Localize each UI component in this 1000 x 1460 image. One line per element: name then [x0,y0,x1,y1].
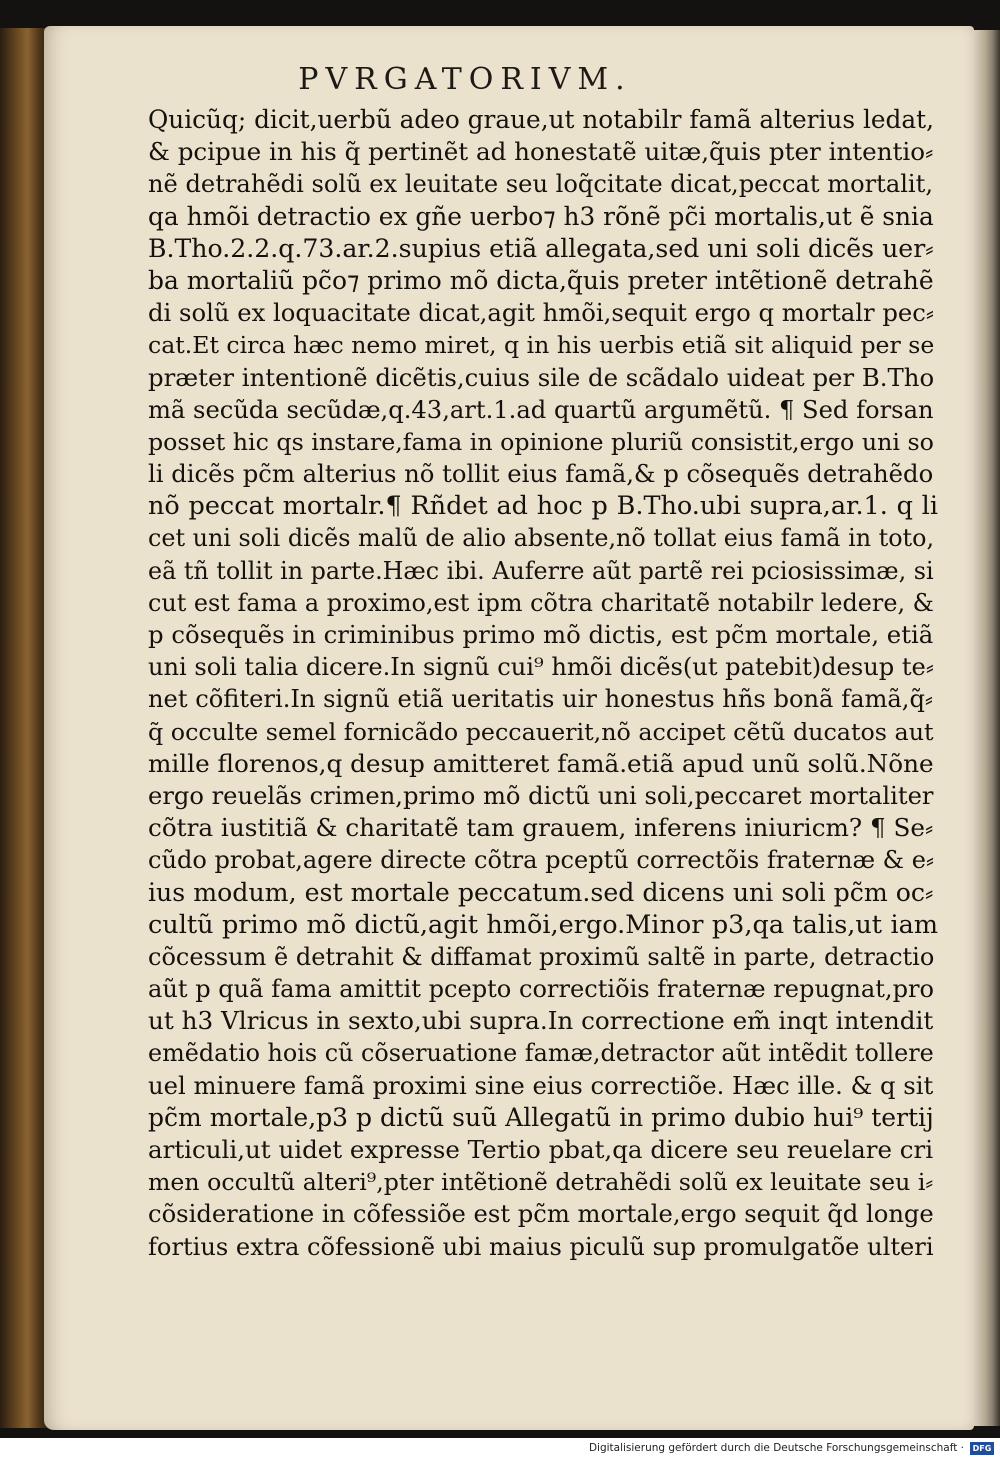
text-line: præter intentionẽ dicẽtis,cuius sile de scãdalo uideat per B.Tho [148,362,935,392]
text-line: Quicũq; dicit,uerbũ adeo graue,ut notabilr famã alterius ledat, [148,105,934,134]
text-line: articuli,ut uidet expresse Tertio pbat,qa dicere seu reuelare cri [148,1135,934,1164]
book-spine [0,28,50,1428]
text-line: ergo reuelãs crimen,primo mõ dictũ uni soli,peccaret mortaliter [148,781,934,810]
text-line: emẽdatio hois cũ cõseruatione famæ,detractor aũt intẽdit tollere [148,1039,934,1068]
text-line: ius modum, est mortale peccatum.sed dicens uni soli pc̃m oc⸗ [148,877,934,907]
text-line: ba mortaliũ pc̃o⁊ primo mõ dicta,q̃uis preter intẽtionẽ detrahẽ [148,265,934,295]
text-line: p cõsequẽs in criminibus primo mõ dictis, est pc̃m mortale, etiã [148,620,934,649]
text-line: di solũ ex loquacitate dicat,agit hmõi,sequit ergo q mortalr pec⸗ [148,298,934,328]
text-line: aũt p quã fama amittit pcepto correctiõis fraternæ repugnat,pro [148,975,934,1004]
text-line: cultũ primo mõ dictũ,agit hmõi,ergo.Minor p3,qa talis,ut iam [148,909,938,940]
text-line: cõtra iustitiã & charitatẽ tam grauem, inferens iniuricm? ¶ Se⸗ [148,813,934,843]
text-line: nẽ detrahẽdi solũ ex leuitate seu loq̃citate dicat,peccat mortalit, [148,170,934,199]
text-line: men occultũ alteri⁹,pter intẽtionẽ detrahẽdi solũ ex leuitate seu i⸗ [148,1168,934,1197]
text-line: mille florenos,q desup amitteret famã.etiã apud unũ solũ.Nõne [148,748,934,778]
text-line: & pcipue in his q̃ pertinẽt ad honestatẽ uitæ,q̃uis pter intentio⸗ [148,137,934,167]
text-line: nõ peccat mortalr.¶ Rñdet ad hoc p B.Tho.ubi supra,ar.1. q li [148,491,938,522]
body-text [148,104,938,1263]
text-line: pc̃m mortale,p3 p dictũ suũ Allegatũ in primo dubio hui⁹ tertij [148,1102,934,1132]
text-line: cat.Et circa hæc nemo miret, q in his uerbis etiã sit aliquid per se [148,331,935,360]
text-line: q̃ occulte semel fornicãdo peccauerit,nõ accipet cẽtũ ducatos aut [148,717,934,746]
text-line: uel minuere famã proximi sine eius correctiõe. Hæc ille. & q sit [148,1070,934,1100]
running-head: PVRGATORIVM. [298,62,632,97]
text-line: B.Tho.2.2.q.73.ar.2.supius etiã allegata,sed uni soli dicẽs uer⸗ [148,233,934,263]
text-line: li dicẽs pc̃m alterius nõ tollit eius famã,& p cõsequẽs detrahẽdo [148,459,934,489]
page-edge [974,30,1000,1426]
text-line: net cõfiteri.In signũ etiã ueritatis uir honestus hñs bonã famã,q̃⸗ [148,685,933,714]
funding-credit: Digitalisierung gefördert durch die Deutsche Forschungsgemeinschaft · [588,1442,964,1454]
digitization-footer [0,1438,1000,1460]
text-line: fortius extra cõfessionẽ ubi maius piculũ sup promulgatõe ulteri [148,1232,934,1261]
text-line: cũdo probat,agere directe cõtra pceptũ correctõis fraternæ & e⸗ [148,846,934,875]
text-line: cut est fama a proximo,est ipm cõtra charitatẽ notabilr ledere, & [148,588,934,617]
text-line: cõsideratione in cõfessiõe est pc̃m mortale,ergo sequit q̃d longe [148,1200,934,1229]
text-line: cõcessum ẽ detrahit & diffamat proximũ saltẽ in parte, detractio [148,942,935,971]
dfg-logo: DFG [970,1442,994,1455]
text-line: cet uni soli dicẽs malũ de alio absente,nõ tollat eius famã in toto, [148,524,935,553]
text-line: ut h3 Vlricus in sexto,ubi supra.In correctione em̃ inqt intendit [148,1006,934,1036]
text-line: qa hmõi detractio ex gñe uerbo⁊ h3 rõnẽ pc̃i mortalis,ut ẽ snia [148,201,934,231]
text-line: uni soli talia dicere.In signũ cui⁹ hmõi dicẽs(ut patebit)desup te⸗ [148,653,934,682]
text-line: mã secũda secũdæ,q.43,art.1.ad quartũ argumẽtũ. ¶ Sed forsan [148,395,934,424]
text-line: posset hic qs instare,fama in opinione pluriũ consistit,ergo uni so [148,427,934,456]
text-line: eã tñ tollit in parte.Hæc ibi. Auferre aũt partẽ rei pciosissimæ, si [148,556,934,585]
